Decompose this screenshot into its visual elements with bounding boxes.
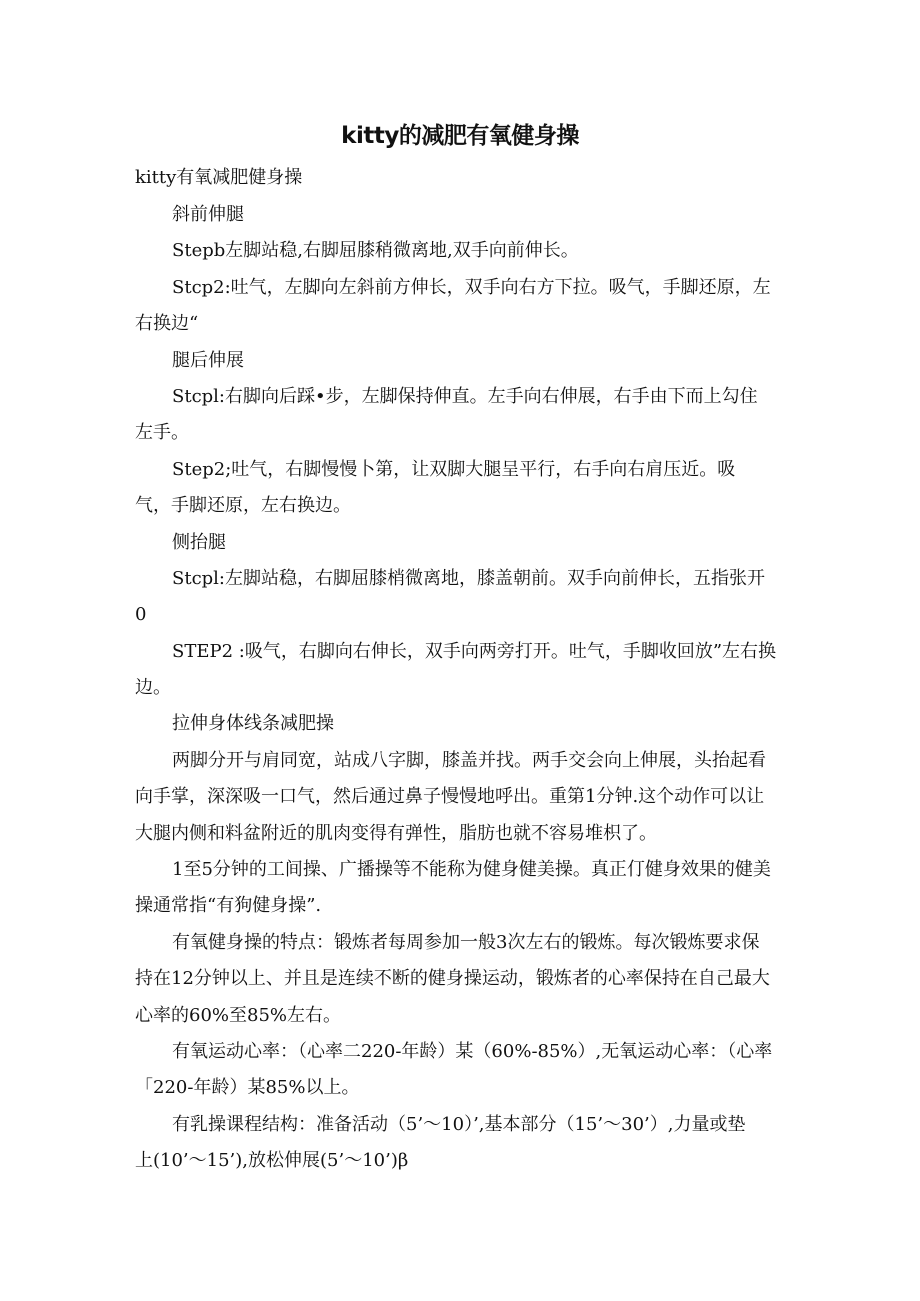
paragraph-line: 有氧健身操的特点：锻炼者每周参加一般3次左右的锻炼。每次锻炼要求保 <box>172 931 760 953</box>
paragraph-line: 有氧运动心率：（心率二220-年龄）某（60%-85%）,无氧运动心率：（心率 <box>172 1040 773 1062</box>
paragraph-line: 向手掌，深深吸一口气，然后通过鼻子慢慢地呼出。重第1分钟.这个动作可以让 <box>135 786 765 808</box>
paragraph-line: 边。 <box>135 677 171 699</box>
section-heading: 拉伸身体线条减肥操 <box>172 713 334 735</box>
paragraph-line: STEP2 :吸气，右脚向右伸长，双手向两旁打开。吐气，手脚收回放”左右换 <box>172 640 777 662</box>
document-title: kitty的减肥有氧健身操 <box>341 123 579 149</box>
section-heading: 腿后伸展 <box>172 349 244 371</box>
paragraph-line: 右换边“ <box>135 313 199 335</box>
paragraph-line: Stcpl:右脚向后踩•步，左脚保持伸直。左手向右伸展，右手由下而上勾住 <box>172 385 758 407</box>
paragraph-line: 心率的60%至85%左右。 <box>135 1004 342 1026</box>
paragraph-line: 0 <box>135 604 147 626</box>
document-body <box>135 197 783 1180</box>
paragraph-line: Step2;吐气，右脚慢慢卜第，让双脚大腿呈平行，右手向右肩压近。吸 <box>172 458 736 480</box>
paragraph-line: 左手。 <box>135 422 189 444</box>
section-heading: 斜前伸腿 <box>172 204 244 225</box>
paragraph-line: Stcp2:吐气，左脚向左斜前方伸长，双手向右方下拉。吸气，手脚还原，左 <box>172 276 771 298</box>
paragraph-line: Stepb左脚站稳,右脚屈膝稍微离地,双手向前伸长。 <box>172 240 579 262</box>
paragraph-line: 「220-年龄）某85%以上。 <box>135 1077 360 1099</box>
paragraph-line: 操通常指“有狗健身操”. <box>135 895 322 917</box>
document-subtitle: kitty有氧减肥健身操 <box>135 167 303 188</box>
paragraph-line: 上(10’～15’),放松伸展(5’～10’)β <box>135 1150 409 1172</box>
paragraph-line: 大腿内侧和料盆附近的肌肉变得有弹性，脂肪也就不容易堆枳了。 <box>135 822 657 844</box>
paragraph-line: 持在12分钟以上、并且是连续不断的健身操运动，锻炼者的心率保持在自己最大 <box>135 968 770 990</box>
paragraph-line: 气，手脚还原，左右换边。 <box>135 495 351 517</box>
section-heading: 侧抬腿 <box>172 531 226 553</box>
paragraph-line: 1至5分钟的工间操、广播操等不能称为健身健美操。真正仃健身效果的健美 <box>172 859 771 881</box>
paragraph-line: 有乳操课程结构：准备活动（5’～10）’,基本部分（15’～30’）,力量或垫 <box>172 1113 746 1135</box>
paragraph-line: 两脚分开与肩同宽，站成八字脚，膝盖并找。两手交会向上伸展，头抬起看 <box>172 749 766 771</box>
paragraph-line: Stcpl:左脚站稳，右脚屈膝梢微离地，膝盖朝前。双手向前伸长，五指张开 <box>172 567 765 589</box>
